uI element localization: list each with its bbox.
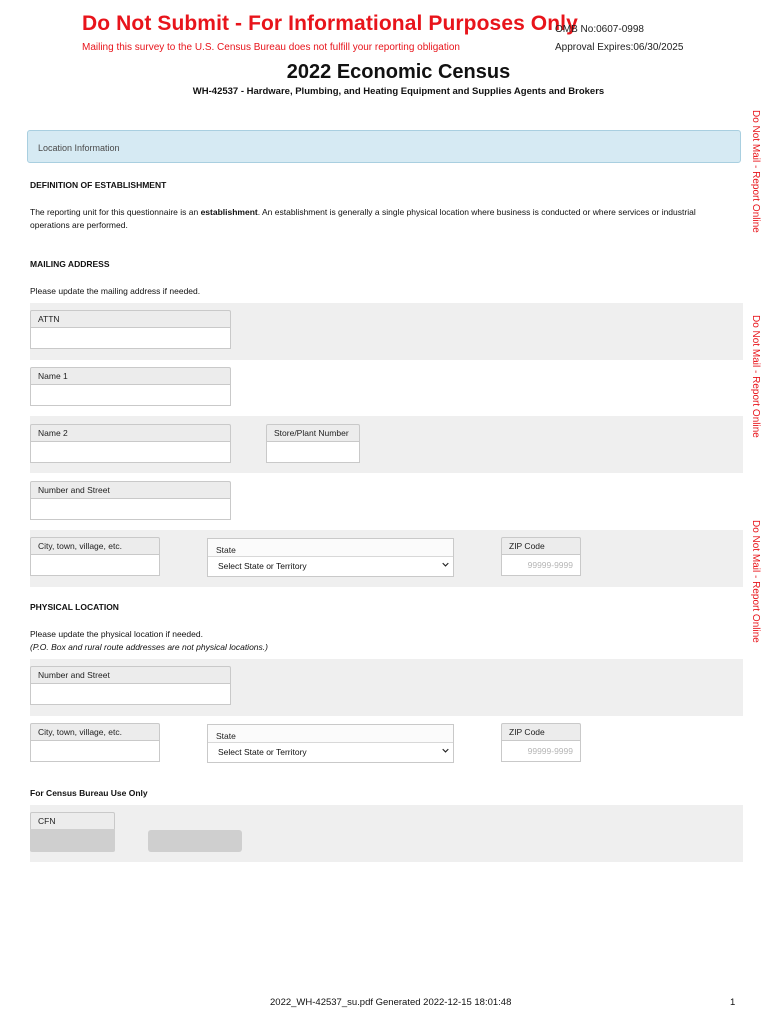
physical-state-select[interactable]	[208, 743, 453, 762]
mailing-instructions: Please update the mailing address if needed.	[30, 286, 201, 296]
approval-expiry: Approval Expires:06/30/2025	[555, 42, 684, 53]
attn-label: ATTN	[30, 310, 231, 327]
name1-field	[30, 367, 231, 406]
chevron-down-icon	[442, 747, 449, 754]
attn-input[interactable]	[30, 327, 231, 349]
side-note: Do Not Mail - Report Online	[750, 315, 761, 438]
name1-input[interactable]	[30, 384, 231, 406]
physical-street-field	[30, 666, 231, 705]
mailing-state-label: State	[208, 539, 453, 557]
physical-state-label: State	[208, 725, 453, 743]
physical-city-input[interactable]	[30, 740, 160, 762]
physical-street-input[interactable]	[30, 683, 231, 705]
physical-city-field	[30, 723, 160, 762]
mailing-street-input[interactable]	[30, 498, 231, 520]
physical-street-label: Number and Street	[30, 666, 231, 683]
cfn-field	[30, 812, 115, 852]
name2-input[interactable]	[30, 441, 231, 463]
definition-text: The reporting unit for this questionnaire is an establishment. An establishment is generally a single physical location where business is conducted or where services or industrial operations are performed.	[30, 207, 696, 230]
definition-heading: DEFINITION OF ESTABLISHMENT	[30, 180, 167, 190]
physical-zip-label: ZIP Code	[501, 723, 581, 740]
name2-label: Name 2	[30, 424, 231, 441]
store-plant-field	[266, 424, 360, 463]
mailing-zip-field	[501, 537, 581, 576]
attn-field	[30, 310, 231, 349]
mailing-street-field	[30, 481, 231, 520]
section-banner-label: Location Information	[38, 143, 120, 153]
warning-subtitle: Mailing this survey to the U.S. Census Bureau does not fulfill your reporting obligation	[82, 42, 460, 53]
page-title: 2022 Economic Census	[286, 61, 511, 83]
mailing-zip-label: ZIP Code	[501, 537, 581, 554]
section-banner	[27, 130, 741, 163]
cfn-label: CFN	[30, 812, 115, 829]
physical-zip-field	[501, 723, 581, 762]
physical-city-label: City, town, village, etc.	[30, 723, 160, 740]
name1-label: Name 1	[30, 367, 231, 384]
page-number: 1	[730, 997, 736, 1008]
mailing-state-field	[207, 538, 454, 577]
mailing-heading: MAILING ADDRESS	[30, 259, 110, 269]
name2-field	[30, 424, 231, 463]
footer-file-info: 2022_WH-42537_su.pdf Generated 2022-12-15 18:01:48	[270, 997, 512, 1008]
physical-state-value: Select State or Territory	[218, 747, 307, 757]
mailing-state-value: Select State or Territory	[218, 561, 307, 571]
cfn-secondary-input	[148, 830, 242, 852]
physical-heading: PHYSICAL LOCATION	[30, 602, 119, 612]
cfn-input	[30, 829, 115, 852]
physical-state-field	[207, 724, 454, 763]
mailing-city-label: City, town, village, etc.	[30, 537, 160, 554]
census-use-heading: For Census Bureau Use Only	[30, 788, 148, 798]
side-note: Do Not Mail - Report Online	[750, 110, 761, 233]
definition-bold-term: establishment	[200, 207, 258, 217]
mailing-street-label: Number and Street	[30, 481, 231, 498]
physical-zip-input[interactable]: 99999-9999	[501, 740, 581, 762]
physical-instructions: Please update the physical location if needed.	[30, 629, 203, 639]
mailing-city-input[interactable]	[30, 554, 160, 576]
mailing-zip-input[interactable]: 99999-9999	[501, 554, 581, 576]
omb-number: OMB No:0607-0998	[555, 24, 644, 35]
warning-title: Do Not Submit - For Informational Purposes Only	[82, 12, 578, 35]
chevron-down-icon	[442, 561, 449, 568]
store-plant-input[interactable]	[266, 441, 360, 463]
mailing-state-select[interactable]	[208, 557, 453, 576]
side-note: Do Not Mail - Report Online	[750, 520, 761, 643]
form-row-band	[30, 805, 743, 862]
mailing-city-field	[30, 537, 160, 576]
store-plant-label: Store/Plant Number	[266, 424, 360, 441]
form-title: WH-42537 - Hardware, Plumbing, and Heating Equipment and Supplies Agents and Brokers	[192, 86, 605, 97]
physical-note: (P.O. Box and rural route addresses are not physical locations.)	[30, 642, 268, 652]
